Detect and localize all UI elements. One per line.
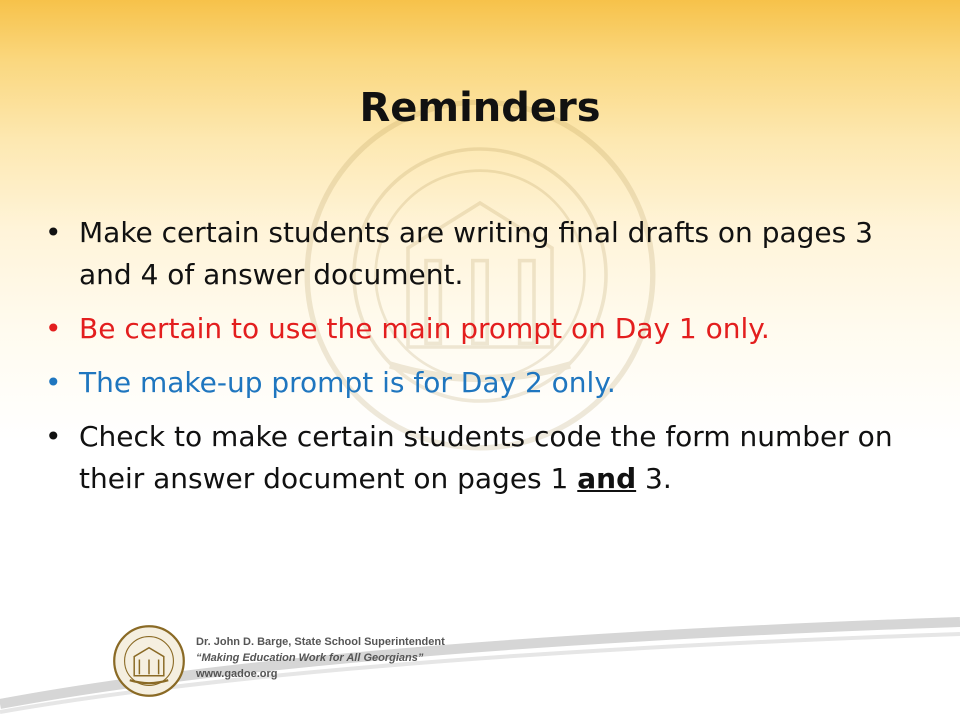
reminder-text: Make certain students are writing final drafts on pages 3 and 4 of answer document. bbox=[79, 216, 873, 291]
bullet-icon: • bbox=[45, 366, 62, 399]
reminder-text-end: 3. bbox=[636, 462, 672, 495]
department-seal-logo bbox=[112, 624, 186, 698]
reminder-text bbox=[79, 420, 893, 495]
reminder-emphasis: and bbox=[577, 462, 637, 495]
reminder-text-start: Check to make certain students code the form number on their answer document on pages 1 bbox=[79, 420, 893, 495]
reminder-item bbox=[45, 362, 925, 404]
reminder-item bbox=[45, 416, 925, 500]
reminder-item bbox=[45, 308, 925, 350]
bullet-icon: • bbox=[45, 420, 62, 453]
bullet-icon: • bbox=[45, 312, 62, 345]
superintendent-name: Dr. John D. Barge, State School Superintendent bbox=[196, 636, 445, 648]
reminder-text: Be certain to use the main prompt on Day 1 only. bbox=[79, 312, 770, 345]
footer-url: www.gadoe.org bbox=[196, 668, 278, 680]
footer-motto: “Making Education Work for All Georgians” bbox=[196, 652, 424, 664]
reminder-list bbox=[45, 212, 925, 512]
bullet-icon: • bbox=[45, 216, 62, 249]
reminder-text: The make-up prompt is for Day 2 only. bbox=[79, 366, 616, 399]
reminder-item bbox=[45, 212, 925, 296]
slide-title: Reminders bbox=[359, 84, 601, 131]
footer-credits bbox=[196, 634, 445, 682]
